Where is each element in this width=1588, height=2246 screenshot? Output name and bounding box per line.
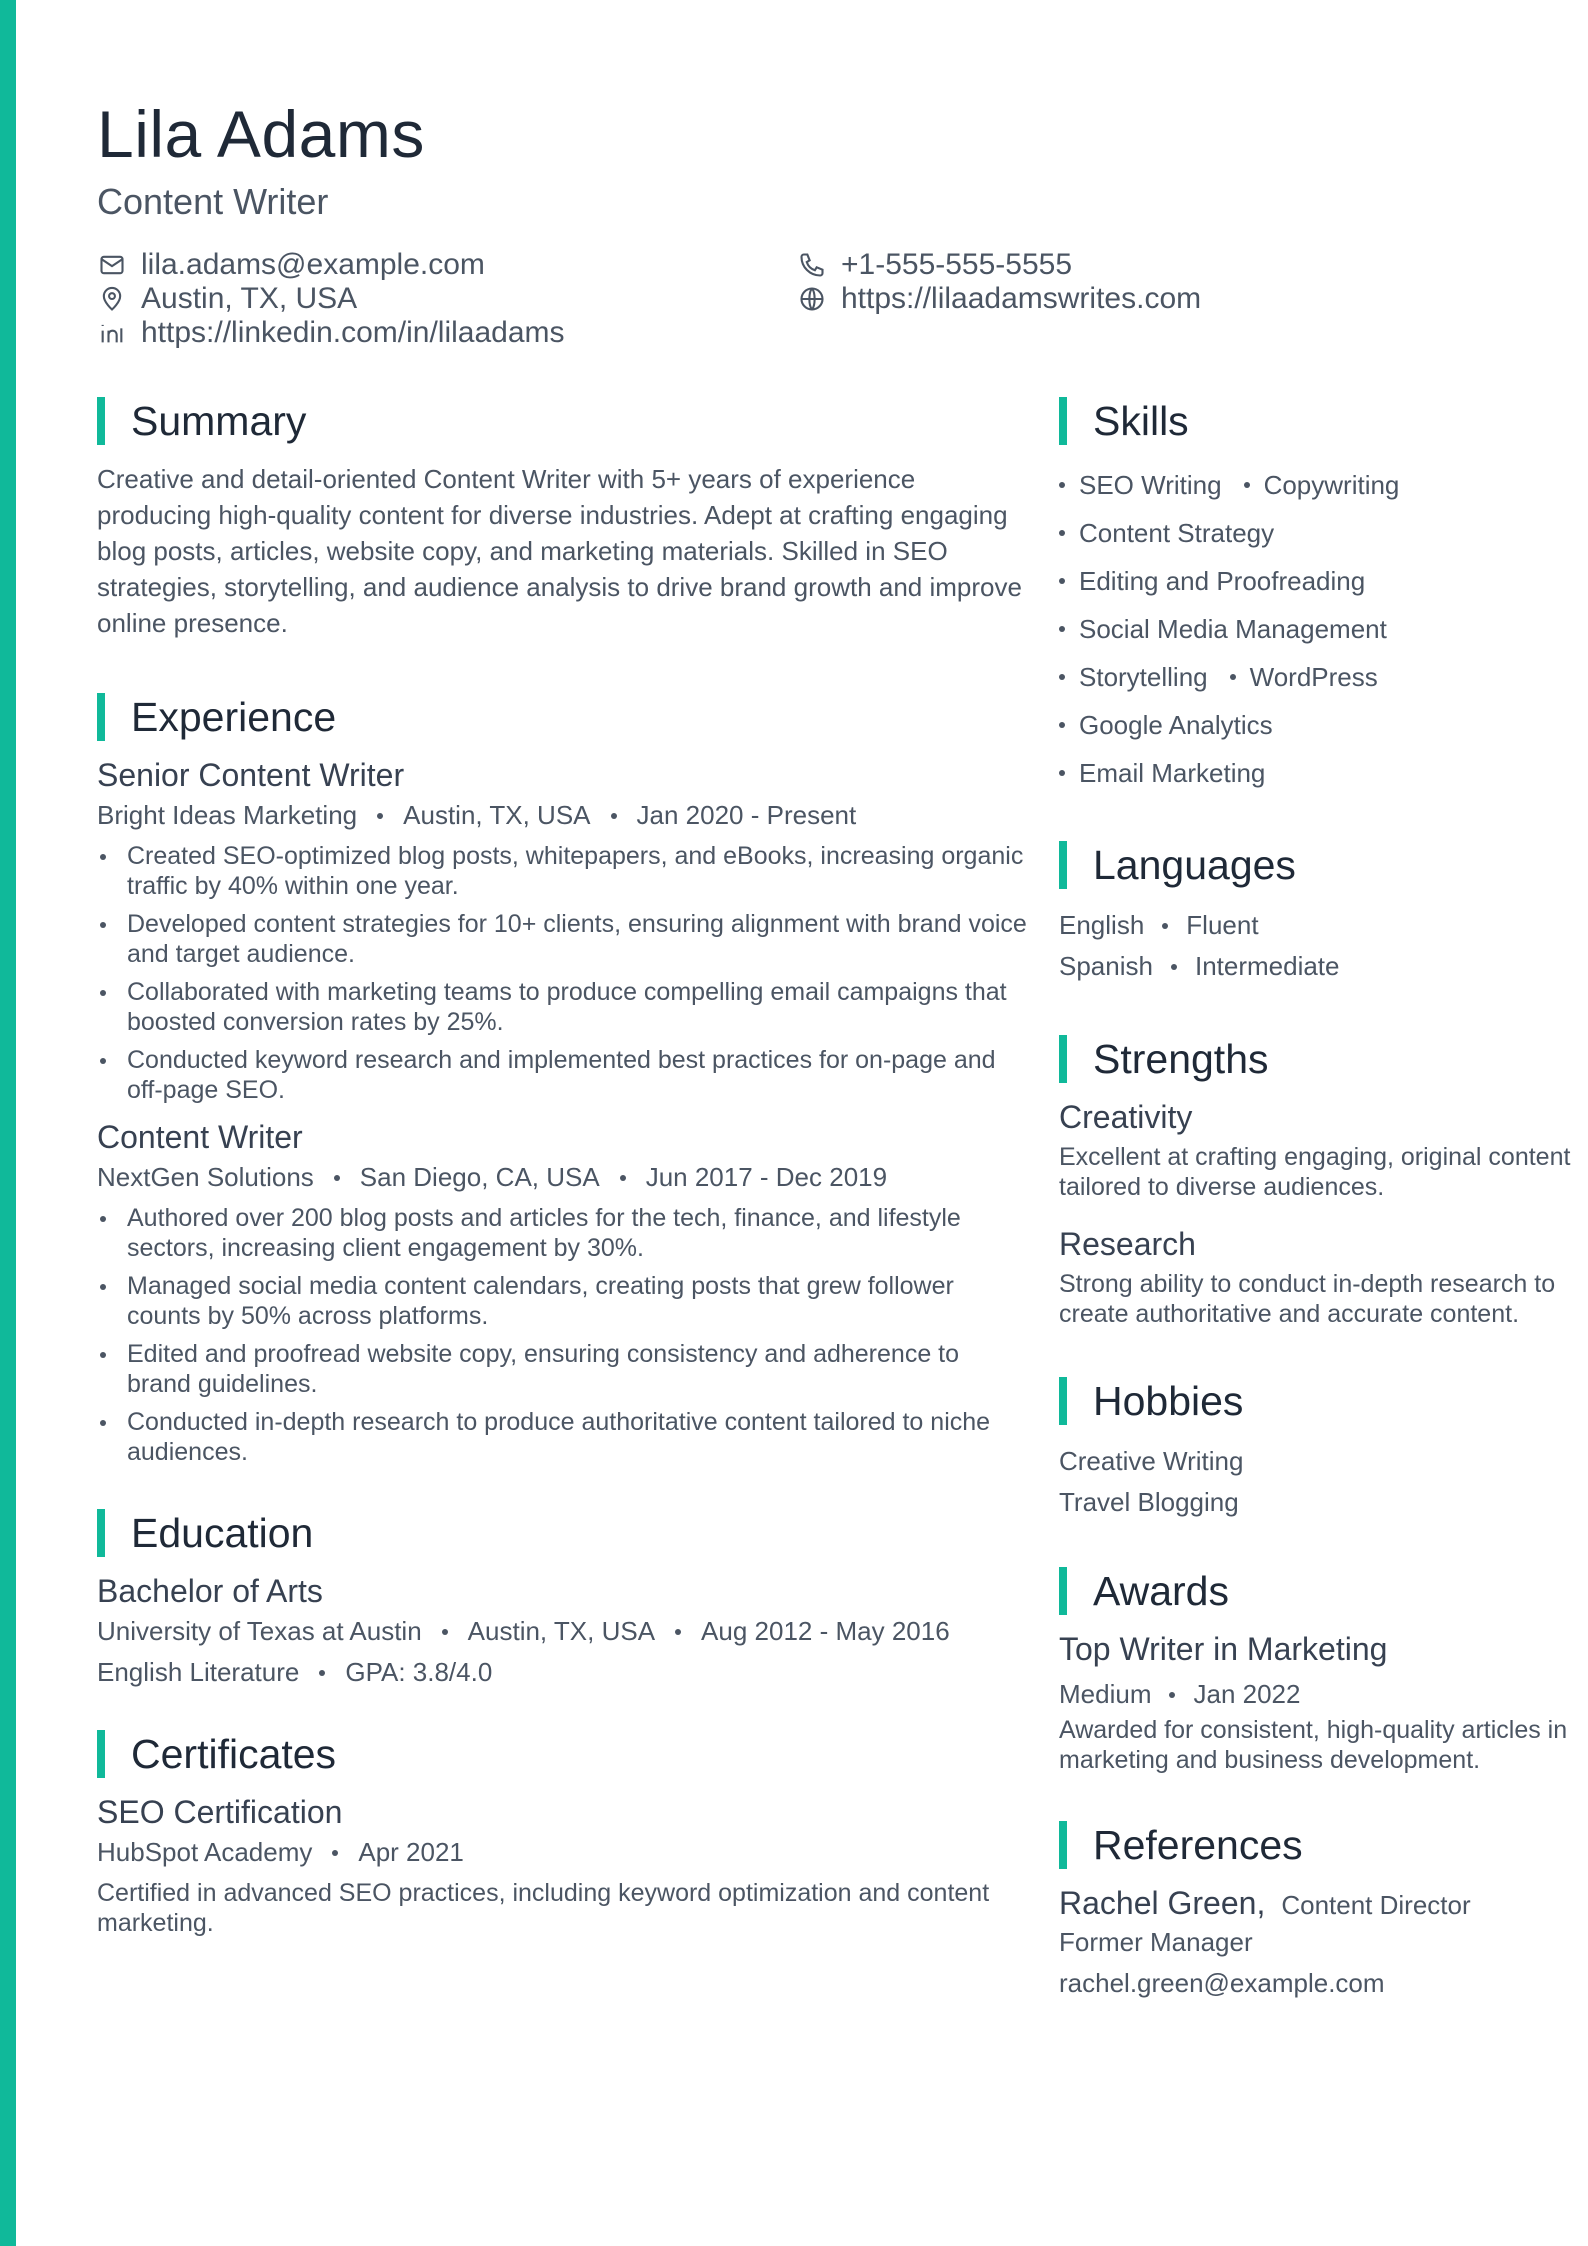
job-dates: Jun 2017 - Dec 2019	[645, 1162, 888, 1192]
job-dates: Jan 2020 - Present	[636, 800, 857, 830]
accent-bar	[0, 0, 16, 2246]
heading-accent	[97, 693, 105, 741]
phone-text: +1-555-555-5555	[841, 248, 1073, 281]
certificate-date: Apr 2021	[358, 1837, 464, 1867]
skill-row	[1059, 605, 1588, 653]
education-dates: Aug 2012 - May 2016	[701, 1616, 950, 1646]
skill-item: Content Strategy	[1059, 518, 1274, 549]
skills-section	[1059, 395, 1588, 797]
section-title: Awards	[1093, 1567, 1229, 1614]
certificate-text: Certified in advanced SEO practices, including keyword optimization and content marketing.	[97, 1879, 990, 1937]
candidate-role: Content Writer	[97, 181, 329, 222]
reference-email[interactable]: rachel.green@example.com	[1059, 1968, 1385, 1998]
certificate-meta	[97, 1837, 1027, 1868]
skill-item: Email Marketing	[1059, 758, 1265, 789]
separator-dot	[620, 1175, 626, 1181]
section-heading	[97, 691, 1027, 743]
job-entry	[97, 757, 1027, 1105]
globe-icon	[797, 284, 827, 314]
location-text: Austin, TX, USA	[141, 282, 358, 315]
gpa: GPA: 3.8/4.0	[345, 1657, 493, 1687]
heading-accent	[97, 397, 105, 445]
award-issuer: Medium	[1059, 1679, 1152, 1709]
left-column	[97, 395, 1027, 1938]
contact-linkedin[interactable]	[97, 316, 565, 350]
references-section	[1059, 1819, 1588, 2004]
reference-name: Rachel Green,	[1059, 1885, 1266, 1921]
job-location: San Diego, CA, USA	[359, 1162, 600, 1192]
section-heading	[97, 1507, 1027, 1559]
mail-icon	[97, 250, 127, 280]
section-heading	[1059, 1375, 1588, 1427]
section-heading	[1059, 1033, 1588, 1085]
job-bullet: Developed content strategies for 10+ clients, ensuring alignment with brand voice and target audience.	[97, 909, 1027, 969]
skill-row	[1059, 509, 1588, 557]
separator-dot	[611, 813, 617, 819]
strength-title: Research	[1059, 1226, 1196, 1262]
section-title: Certificates	[131, 1730, 337, 1777]
reference-position: Content Director	[1281, 1890, 1471, 1920]
award-text: Awarded for consistent, high-quality articles in marketing and business development.	[1059, 1716, 1568, 1774]
section-title: Education	[131, 1509, 314, 1556]
section-title: Summary	[131, 397, 307, 444]
skill-row	[1059, 653, 1588, 701]
language-level: Intermediate	[1194, 951, 1340, 981]
job-bullet: Conducted in-depth research to produce authoritative content tailored to niche audiences.	[97, 1407, 1027, 1467]
skill-row	[1059, 749, 1588, 797]
contact-email[interactable]	[97, 248, 485, 282]
section-heading	[1059, 395, 1588, 447]
strength-item	[1059, 1226, 1588, 1329]
separator-dot	[377, 813, 383, 819]
phone-icon	[797, 250, 827, 280]
section-title: References	[1093, 1821, 1303, 1868]
language-name: English	[1059, 910, 1145, 940]
summary-text: Creative and detail-oriented Content Writer with 5+ years of experience producing high-quality content for diverse industries. Adept at crafting engaging blog posts, articles, website copy, and marketing materials. Skilled in SEO strategies, storytelling, and audience analysis to drive brand growth and improve online presence.	[97, 464, 1022, 638]
hobbies-section	[1059, 1375, 1588, 1523]
section-title: Skills	[1093, 397, 1189, 444]
separator-dot	[1162, 923, 1168, 929]
job-bullet: Created SEO-optimized blog posts, whitepapers, and eBooks, increasing organic traffic by 40% within one year.	[97, 841, 1027, 901]
language-level: Fluent	[1186, 910, 1259, 940]
job-bullets	[97, 1203, 1027, 1467]
skill-item: Copywriting	[1244, 470, 1400, 501]
separator-dot	[334, 1175, 340, 1181]
section-title: Hobbies	[1093, 1377, 1244, 1424]
job-meta	[97, 1162, 1027, 1193]
summary-section	[97, 395, 1027, 641]
skill-item: Storytelling	[1059, 662, 1208, 693]
skill-item: Editing and Proofreading	[1059, 566, 1365, 597]
strength-item	[1059, 1099, 1588, 1202]
job-bullet: Conducted keyword research and implemented best practices for on-page and off-page SEO.	[97, 1045, 1027, 1105]
job-entry	[97, 1119, 1027, 1467]
section-title: Strengths	[1093, 1035, 1269, 1082]
heading-accent	[97, 1730, 105, 1778]
separator-dot	[675, 1629, 681, 1635]
website-text: https://lilaadamswrites.com	[841, 282, 1202, 315]
job-company: NextGen Solutions	[97, 1162, 314, 1192]
section-heading	[97, 1728, 1027, 1780]
separator-dot	[332, 1850, 338, 1856]
heading-accent	[1059, 1821, 1067, 1869]
email-text: lila.adams@example.com	[141, 248, 485, 281]
section-title: Experience	[131, 693, 337, 740]
heading-accent	[1059, 1035, 1067, 1083]
job-bullet: Authored over 200 blog posts and articles for the tech, finance, and lifestyle sectors, increasing client engagement by 30%.	[97, 1203, 1027, 1263]
heading-accent	[1059, 397, 1067, 445]
skill-item: Google Analytics	[1059, 710, 1273, 741]
heading-accent	[1059, 1567, 1067, 1615]
certificate-title: SEO Certification	[97, 1794, 343, 1830]
contact-location	[97, 282, 357, 316]
job-location: Austin, TX, USA	[403, 800, 591, 830]
reference-name-row	[1059, 1885, 1588, 1922]
skill-item: Social Media Management	[1059, 614, 1387, 645]
major: English Literature	[97, 1657, 300, 1687]
map-pin-icon	[97, 284, 127, 314]
skill-item: WordPress	[1230, 662, 1378, 693]
job-bullet: Edited and proofread website copy, ensuring consistency and adherence to brand guidelines.	[97, 1339, 1027, 1399]
strengths-section	[1059, 1033, 1588, 1329]
section-heading	[1059, 1565, 1588, 1617]
experience-section	[97, 691, 1027, 1467]
language-item	[1059, 946, 1588, 987]
section-heading	[97, 395, 1027, 447]
school-name: University of Texas at Austin	[97, 1616, 422, 1646]
language-item	[1059, 905, 1588, 946]
award-date: Jan 2022	[1193, 1679, 1301, 1709]
right-column	[1059, 395, 1588, 2004]
award-meta	[1059, 1674, 1588, 1715]
skill-item: SEO Writing	[1059, 470, 1222, 501]
certificate-issuer: HubSpot Academy	[97, 1837, 313, 1867]
hobby-item: Travel Blogging	[1059, 1487, 1239, 1517]
contact-website[interactable]	[797, 282, 1201, 316]
job-bullet: Collaborated with marketing teams to produce compelling email campaigns that boosted conversion rates by 25%.	[97, 977, 1027, 1037]
degree-title: Bachelor of Arts	[97, 1573, 323, 1609]
skill-row	[1059, 461, 1588, 509]
hobby-item: Creative Writing	[1059, 1446, 1244, 1476]
job-company: Bright Ideas Marketing	[97, 800, 358, 830]
skill-row	[1059, 557, 1588, 605]
education-details	[97, 1657, 1027, 1688]
heading-accent	[1059, 1377, 1067, 1425]
job-meta	[97, 800, 1027, 831]
separator-dot	[1169, 1692, 1175, 1698]
languages-section	[1059, 839, 1588, 987]
separator-dot	[1171, 964, 1177, 970]
section-title: Languages	[1093, 841, 1296, 888]
linkedin-icon	[97, 318, 127, 348]
reference-relation: Former Manager	[1059, 1927, 1253, 1957]
job-bullet: Managed social media content calendars, creating posts that grew follower counts by 50% across platforms.	[97, 1271, 1027, 1331]
education-section	[97, 1507, 1027, 1688]
contact-phone[interactable]	[797, 248, 1072, 282]
candidate-name: Lila Adams	[97, 97, 425, 171]
strength-text: Excellent at crafting engaging, original content tailored to diverse audiences.	[1059, 1143, 1571, 1201]
skill-row	[1059, 701, 1588, 749]
school-location: Austin, TX, USA	[467, 1616, 656, 1646]
job-title: Content Writer	[97, 1119, 303, 1155]
certificates-section	[97, 1728, 1027, 1938]
strength-text: Strong ability to conduct in-depth research to create authoritative and accurate content.	[1059, 1270, 1556, 1328]
section-heading	[1059, 1819, 1588, 1871]
job-title: Senior Content Writer	[97, 757, 405, 793]
award-title: Top Writer in Marketing	[1059, 1631, 1388, 1667]
section-heading	[1059, 839, 1588, 891]
separator-dot	[319, 1670, 325, 1676]
awards-section	[1059, 1565, 1588, 1775]
strength-title: Creativity	[1059, 1099, 1193, 1135]
education-meta	[97, 1616, 1027, 1647]
heading-accent	[1059, 841, 1067, 889]
linkedin-text: https://linkedin.com/in/lilaadams	[141, 316, 565, 349]
job-bullets	[97, 841, 1027, 1105]
language-name: Spanish	[1059, 951, 1153, 981]
heading-accent	[97, 1509, 105, 1557]
separator-dot	[442, 1629, 448, 1635]
